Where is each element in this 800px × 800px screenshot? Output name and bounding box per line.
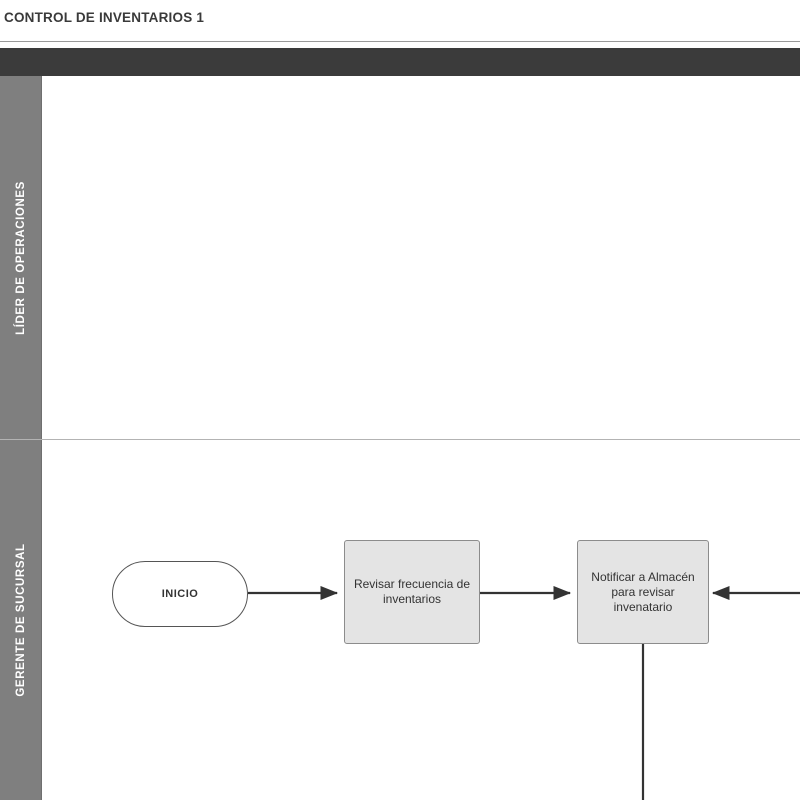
process-pool: [0, 76, 800, 800]
task-label: Revisar frecuencia de inventarios: [353, 577, 471, 606]
task-revisar-frecuencia-de-inventarios[interactable]: [344, 540, 480, 644]
header-band: [0, 48, 800, 76]
lane-label-text: GERENTE DE SUCURSAL: [14, 543, 27, 697]
start-event-inicio[interactable]: [112, 561, 248, 627]
page-title: CONTROL DE INVENTARIOS 1: [4, 10, 205, 25]
lane-label-gerente-de-sucursal: [0, 440, 42, 800]
start-event-label: INICIO: [161, 588, 199, 600]
title-bar: [0, 0, 800, 42]
lane-label-text: LÍDER DE OPERACIONES: [14, 180, 27, 335]
task-notificar-a-almacen[interactable]: [577, 540, 709, 644]
lane-label-lider-de-operaciones: [0, 76, 42, 439]
lane-lider-de-operaciones: [0, 76, 800, 440]
task-label: Notificar a Almacén para revisar invenatario: [591, 569, 695, 614]
